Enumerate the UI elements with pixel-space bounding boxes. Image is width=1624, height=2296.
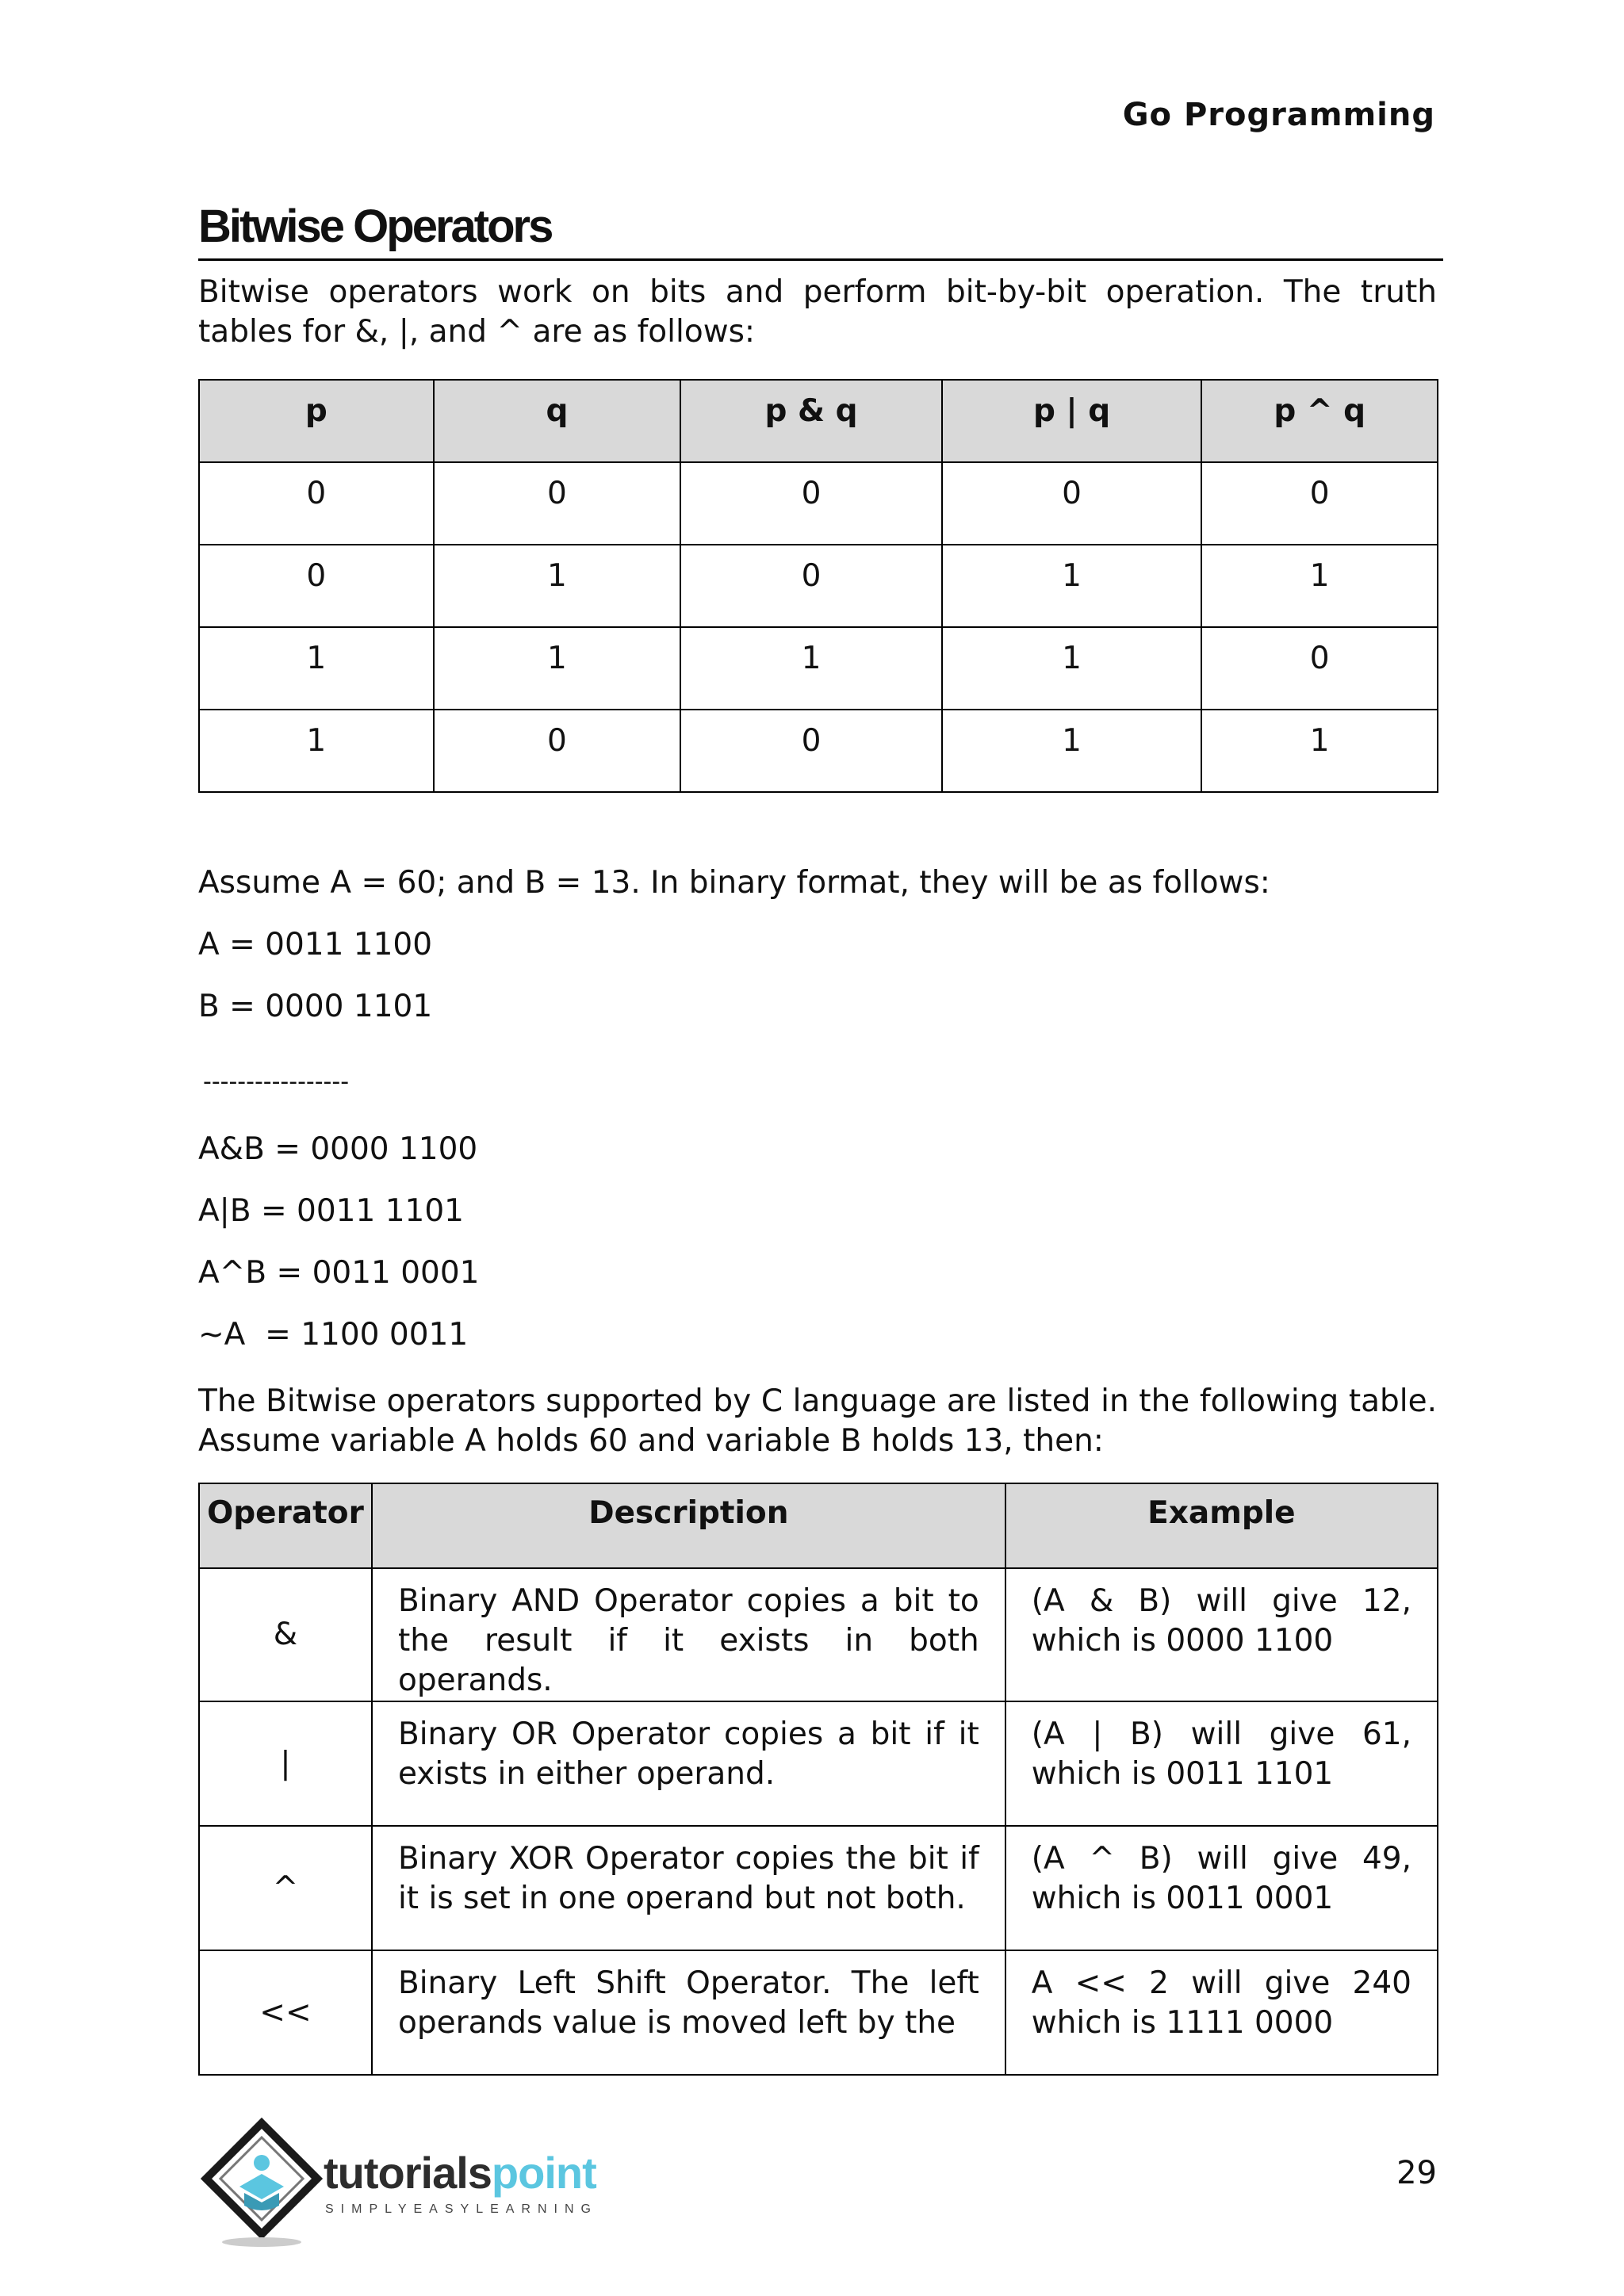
operators-table — [198, 1483, 1438, 2076]
logo-tagline: SIMPLYEASYLEARNING — [325, 2202, 598, 2216]
section-title: Bitwise Operators — [198, 198, 1443, 261]
operator-cell: ^ — [199, 1826, 372, 1950]
column-header: p — [199, 380, 434, 462]
table-cell: 0 — [1201, 462, 1438, 545]
result-line-and: A&B = 0000 1100 — [198, 1131, 478, 1167]
table-row — [199, 1950, 1438, 2075]
result-line-or: A|B = 0011 1101 — [198, 1193, 464, 1229]
example-cell: (A & B) will give 12, which is 0000 1100 — [1005, 1568, 1438, 1701]
table-cell: 1 — [434, 627, 681, 710]
description-cell: Binary AND Operator copies a bit to the result if it exists in both operands. — [372, 1568, 1005, 1701]
table-cell: 0 — [199, 545, 434, 627]
separator-line: ----------------- — [203, 1068, 350, 1096]
table-cell: 1 — [199, 627, 434, 710]
page-number: 29 — [1396, 2155, 1437, 2191]
table-cell: 0 — [199, 462, 434, 545]
table-cell: 0 — [942, 462, 1202, 545]
table-row — [199, 1701, 1438, 1826]
column-header: Description — [372, 1483, 1005, 1568]
table-cell: 0 — [680, 710, 942, 792]
binary-line-b: B = 0000 1101 — [198, 989, 433, 1024]
description-cell: Binary Left Shift Operator. The left operands value is moved left by the — [372, 1950, 1005, 2075]
operator-cell: | — [199, 1701, 372, 1826]
column-header: q — [434, 380, 681, 462]
operators-intro-paragraph: The Bitwise operators supported by C language are listed in the following table. Assume variable A holds 60 and variable B holds 13, then: — [198, 1383, 1437, 1459]
result-line-not: ~A = 1100 0011 — [198, 1317, 469, 1353]
tutorialspoint-logo — [198, 2117, 642, 2252]
table-cell: 1 — [434, 545, 681, 627]
column-header: p | q — [942, 380, 1202, 462]
column-header: Operator — [199, 1483, 372, 1568]
logo-wordmark-part1: tutorials — [324, 2148, 492, 2198]
table-row — [199, 1568, 1438, 1701]
table-cell: 1 — [1201, 545, 1438, 627]
logo-wordmark-part2: point — [491, 2148, 596, 2198]
column-header: Example — [1005, 1483, 1438, 1568]
diamond-logo-icon — [198, 2117, 325, 2252]
table-header-row — [199, 380, 1438, 462]
description-cell: Binary XOR Operator copies the bit if it is set in one operand but not both. — [372, 1826, 1005, 1950]
table-row — [199, 1826, 1438, 1950]
table-cell: 0 — [680, 462, 942, 545]
table-cell: 0 — [1201, 627, 1438, 710]
table-row — [199, 462, 1438, 545]
table-cell: 0 — [680, 545, 942, 627]
table-cell: 1 — [942, 545, 1202, 627]
example-cell: (A ^ B) will give 49, which is 0011 0001 — [1005, 1826, 1438, 1950]
example-cell: A << 2 will give 240 which is 1111 0000 — [1005, 1950, 1438, 2075]
description-cell: Binary OR Operator copies a bit if it exists in either operand. — [372, 1701, 1005, 1826]
column-header: p & q — [680, 380, 942, 462]
table-cell: 1 — [680, 627, 942, 710]
table-cell: 1 — [1201, 710, 1438, 792]
binary-line-a: A = 0011 1100 — [198, 927, 433, 962]
table-cell: 1 — [942, 710, 1202, 792]
table-row — [199, 545, 1438, 627]
table-cell: 1 — [942, 627, 1202, 710]
table-header-row — [199, 1483, 1438, 1568]
result-line-xor: A^B = 0011 0001 — [198, 1255, 480, 1291]
example-cell: (A | B) will give 61, which is 0011 1101 — [1005, 1701, 1438, 1826]
logo-wordmark — [324, 2147, 596, 2198]
assume-paragraph: Assume A = 60; and B = 13. In binary format, they will be as follows: — [198, 865, 1270, 901]
truth-table — [198, 379, 1438, 793]
running-header: Go Programming — [1122, 97, 1435, 133]
table-row — [199, 627, 1438, 710]
table-cell: 0 — [434, 462, 681, 545]
table-cell: 1 — [199, 710, 434, 792]
intro-paragraph: Bitwise operators work on bits and perform bit-by-bit operation. The truth tables for &, |, and ^ are as follows: — [198, 274, 1437, 350]
operator-cell: << — [199, 1950, 372, 2075]
operator-cell: & — [199, 1568, 372, 1701]
table-row — [199, 710, 1438, 792]
table-cell: 0 — [434, 710, 681, 792]
column-header: p ^ q — [1201, 380, 1438, 462]
